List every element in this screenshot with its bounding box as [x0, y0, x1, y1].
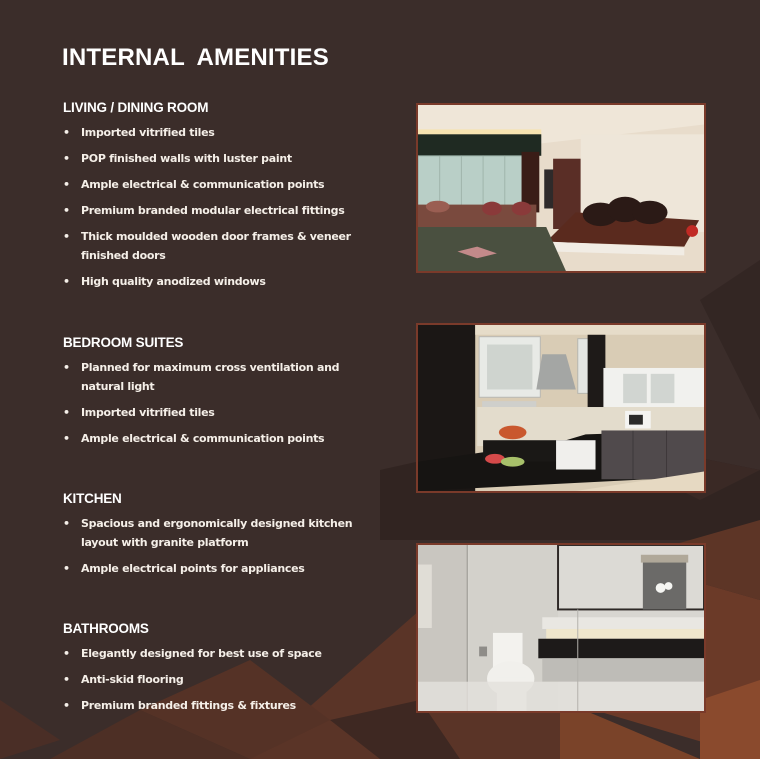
list-item — [63, 670, 363, 689]
list-item-text: Spacious and ergonomically designed kitchen layout with granite platform — [81, 517, 353, 549]
amenity-list — [63, 123, 363, 291]
list-item-text: POP finished walls with luster paint — [81, 152, 292, 165]
list-item-text: Imported vitrified tiles — [81, 406, 215, 419]
kitchen-photo — [416, 323, 706, 493]
list-item — [63, 175, 363, 194]
list-item-text: Planned for maximum cross ventilation and natural light — [81, 361, 340, 393]
list-item — [63, 272, 363, 291]
bullet-icon: • — [63, 673, 70, 686]
bullet-icon: • — [63, 647, 70, 660]
bullet-icon: • — [63, 178, 70, 191]
list-item-text: Premium branded modular electrical fittings — [81, 204, 345, 217]
amenity-list — [63, 358, 363, 448]
section-bathrooms — [63, 621, 363, 722]
list-item — [63, 559, 363, 578]
list-item — [63, 403, 363, 422]
bullet-icon: • — [63, 275, 70, 288]
list-item-text: Thick moulded wooden door frames & veneer finished doors — [81, 230, 351, 262]
section-heading: KITCHEN — [63, 491, 122, 506]
list-item — [63, 514, 363, 552]
amenity-list — [63, 644, 363, 715]
list-item-text: High quality anodized windows — [81, 275, 266, 288]
bullet-icon: • — [63, 432, 70, 445]
section-heading: BATHROOMS — [63, 621, 149, 636]
bullet-icon: • — [63, 152, 70, 165]
bullet-icon: • — [63, 699, 70, 712]
bullet-icon: • — [63, 361, 70, 374]
section-heading: BEDROOM SUITES — [63, 335, 184, 350]
list-item-text: Premium branded fittings & fixtures — [81, 699, 296, 712]
list-item — [63, 696, 363, 715]
list-item-text: Ample electrical & communication points — [81, 432, 325, 445]
section-living-dining — [63, 100, 363, 298]
list-item-text: Ample electrical points for appliances — [81, 562, 305, 575]
bullet-icon: • — [63, 517, 70, 530]
list-item — [63, 201, 363, 220]
page-title: INTERNAL AMENITIES — [62, 44, 329, 71]
list-item-text: Imported vitrified tiles — [81, 126, 215, 139]
amenity-list — [63, 514, 363, 578]
list-item — [63, 123, 363, 142]
bullet-icon: • — [63, 230, 70, 243]
list-item-text: Ample electrical & communication points — [81, 178, 325, 191]
list-item-text: Anti-skid flooring — [81, 673, 184, 686]
list-item — [63, 227, 363, 265]
section-bedroom-suites — [63, 335, 363, 455]
bullet-icon: • — [63, 562, 70, 575]
section-heading: LIVING / DINING ROOM — [63, 100, 209, 115]
bullet-icon: • — [63, 204, 70, 217]
bathroom-photo — [416, 543, 706, 713]
section-kitchen — [63, 491, 363, 585]
list-item — [63, 149, 363, 168]
list-item — [63, 644, 363, 663]
bullet-icon: • — [63, 406, 70, 419]
bedroom-photo — [416, 103, 706, 273]
list-item — [63, 429, 363, 448]
list-item — [63, 358, 363, 396]
bullet-icon: • — [63, 126, 70, 139]
list-item-text: Elegantly designed for best use of space — [81, 647, 322, 660]
